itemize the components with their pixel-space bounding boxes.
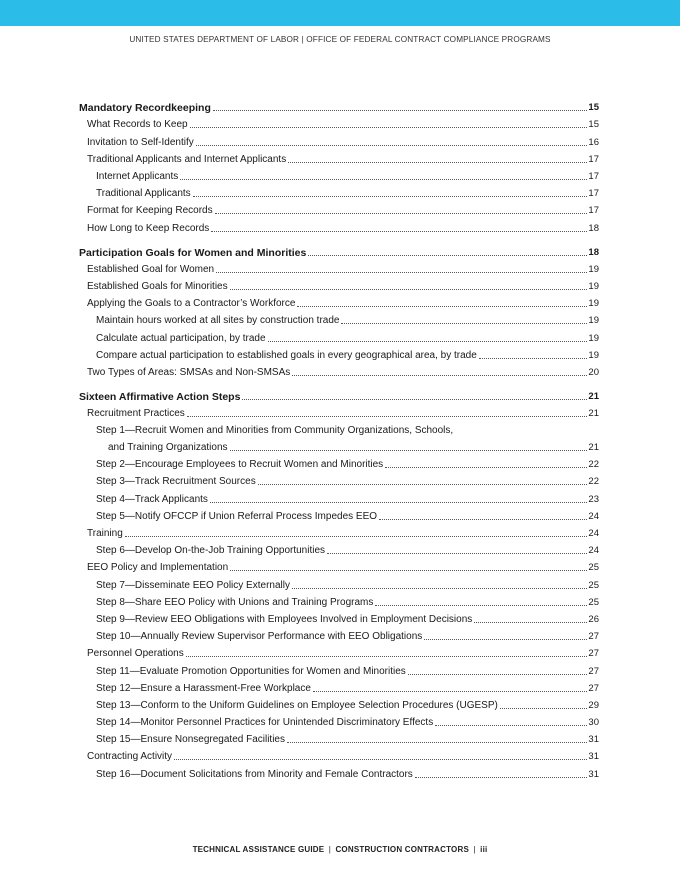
toc-entry[interactable] [79,420,599,437]
toc-entry[interactable] [79,183,599,200]
toc-entry[interactable] [79,643,599,660]
page-footer [0,845,680,854]
toc-page-number: 29 [588,699,599,711]
toc-entry[interactable] [79,454,599,471]
toc-entry-title: Two Types of Areas: SMSAs and Non-SMSAs [87,367,291,378]
toc-entry-title: Compare actual participation to established goals in every geographical area, by trade [96,349,477,361]
toc-entry[interactable] [79,471,599,488]
toc-entry[interactable] [79,166,599,183]
toc-page-number: 30 [588,717,599,729]
toc-dot-leader [313,691,588,692]
toc-entry-title: Internet Applicants [96,170,179,182]
toc-entry-title: and Training Organizations [108,442,228,454]
toc-entry[interactable] [79,763,599,780]
toc-page-number: 17 [588,188,599,200]
toc-page-number: 31 [588,734,599,746]
toc-entry[interactable] [79,276,599,293]
toc-entry[interactable] [79,678,599,695]
toc-page-number: 19 [588,315,599,327]
toc-entry-title: Step 2—Encourage Employees to Recruit Women and Minorities [96,459,384,471]
toc-entry-title: Step 11—Evaluate Promotion Opportunities for Women and Minorities [96,665,406,677]
toc-page-number: 17 [588,153,599,165]
toc-page-number: 25 [588,596,599,608]
toc-entry-title: Step 5—Notify OFCCP if Union Referral Process Impedes EEO [96,510,378,522]
toc-entry[interactable] [79,506,599,523]
footer-page-number: iii [480,845,488,854]
toc-entry-title: Traditional Applicants and Internet Applicants [87,153,287,165]
page-header [0,35,680,44]
toc-entry-title: Step 16—Document Solicitations from Minority and Female Contractors [96,768,413,780]
toc-entry-title: Step 3—Track Recruitment Sources [96,476,256,488]
toc-entry[interactable] [79,310,599,327]
toc-entry-title: Training [87,528,123,539]
toc-section-entry[interactable] [79,386,599,403]
toc-page-number: 31 [588,751,599,763]
header-separator: | [301,35,304,44]
toc-entry-title: Invitation to Self-Identify [87,136,194,148]
toc-entry-title: Step 7—Disseminate EEO Policy Externally [96,579,290,591]
toc-entry-title: Step 6—Develop On-the-Job Training Opportunities [96,545,326,557]
toc-dot-leader [193,196,588,197]
toc-dot-leader [424,639,587,640]
toc-dot-leader [474,622,587,623]
toc-dot-leader [186,656,588,657]
toc-dot-leader [190,127,588,128]
toc-page-number: 19 [588,332,599,344]
toc-entry-title: Mandatory Recordkeeping [79,102,211,115]
toc-entry-title: Step 9—Review EEO Obligations with Employees Involved in Employment Decisions [96,613,473,625]
toc-entry-title: Step 10—Annually Review Supervisor Performance with EEO Obligations [96,631,423,643]
toc-dot-leader [125,536,588,537]
toc-dot-leader [230,289,588,290]
toc-entry-title: Step 1—Recruit Women and Minorities from Community Organizations, Schools, [96,424,454,436]
header-office: OFFICE OF FEDERAL CONTRACT COMPLIANCE PROGRAMS [306,35,551,44]
toc-entry[interactable] [79,592,599,609]
toc-page-number: 22 [588,476,599,488]
toc-page-number: 19 [588,298,599,310]
toc-page-number: 31 [588,768,599,780]
toc-dot-leader [215,213,588,214]
toc-entry-title: Contracting Activity [87,751,173,763]
toc-entry[interactable] [79,200,599,217]
toc-entry[interactable] [79,437,599,454]
toc-dot-leader [213,110,588,111]
toc-page-number: 25 [588,562,599,574]
footer-separator-1: | [328,845,332,854]
toc-entry-title: Step 8—Share EEO Policy with Unions and Training Programs [96,596,374,608]
toc-dot-leader [210,502,588,503]
toc-section-entry[interactable] [79,97,599,114]
toc-entry-title: Traditional Applicants [96,188,191,200]
toc-page-number: 24 [588,528,599,539]
toc-entry[interactable] [79,712,599,729]
toc-entry-title: Step 13—Conform to the Uniform Guidelines on Employee Selection Procedures (UGESP) [96,699,498,711]
toc-dot-leader [287,742,587,743]
toc-entry-title: Personnel Operations [87,648,184,660]
toc-page-number: 21 [588,408,599,420]
toc-entry-title: How Long to Keep Records [87,222,210,234]
toc-entry[interactable] [79,523,599,540]
toc-entry[interactable] [79,327,599,344]
table-of-contents [79,97,599,781]
top-color-bar [0,0,680,26]
toc-page-number: 22 [588,459,599,471]
toc-entry[interactable] [79,362,599,379]
toc-page-number: 23 [588,493,599,505]
toc-page-number: 20 [588,367,599,378]
toc-entry[interactable] [79,540,599,557]
toc-entry-title: Step 15—Ensure Nonsegregated Facilities [96,734,285,746]
toc-dot-leader [479,358,588,359]
toc-page-number: 25 [588,579,599,591]
toc-entry[interactable] [79,660,599,677]
toc-entry-title: Participation Goals for Women and Minorities [79,246,307,259]
toc-page-number: 21 [588,391,599,403]
toc-page-number: 24 [588,545,599,557]
toc-entry[interactable] [79,746,599,763]
toc-dot-leader [375,605,587,606]
toc-entry-title: Established Goals for Minorities [87,281,228,293]
toc-entry-title: Maintain hours worked at all sites by construction trade [96,315,340,327]
toc-dot-leader [341,323,587,324]
footer-guide: TECHNICAL ASSISTANCE GUIDE [192,845,325,854]
footer-separator-2: | [473,845,476,854]
toc-dot-leader [297,306,587,307]
toc-entry[interactable] [79,403,599,420]
toc-entry[interactable] [79,695,599,712]
toc-dot-leader [292,375,587,376]
toc-page-number: 21 [588,442,599,454]
toc-entry[interactable] [79,149,599,166]
toc-dot-leader [379,519,587,520]
toc-entry-title: Established Goal for Women [87,263,215,275]
toc-dot-leader [187,416,588,417]
toc-entry[interactable] [79,557,599,574]
toc-entry-title: Step 4—Track Applicants [96,493,208,505]
footer-subject: CONSTRUCTION CONTRACTORS [335,845,469,854]
toc-entry[interactable] [79,574,599,591]
toc-dot-leader [230,450,588,451]
toc-entry-title: EEO Policy and Implementation [87,562,229,574]
toc-page-number: 27 [588,682,599,694]
toc-dot-leader [408,674,588,675]
toc-dot-leader [268,341,588,342]
toc-dot-leader [180,179,587,180]
toc-entry-title: Format for Keeping Records [87,205,213,217]
toc-dot-leader [196,145,588,146]
toc-dot-leader [174,759,587,760]
toc-entry[interactable] [79,293,599,310]
toc-entry-title: What Records to Keep [87,119,188,131]
toc-entry[interactable] [79,626,599,643]
header-agency: UNITED STATES DEPARTMENT OF LABOR [129,35,300,44]
toc-page-number: 24 [588,510,599,522]
toc-dot-leader [288,162,587,163]
toc-entry-title: Calculate actual participation, by trade [96,332,266,344]
toc-page-number: 17 [588,205,599,217]
toc-entry[interactable] [79,609,599,626]
toc-page-number: 15 [588,119,599,131]
toc-entry[interactable] [79,259,599,276]
toc-dot-leader [230,570,587,571]
toc-entry[interactable] [79,131,599,148]
toc-dot-leader [327,553,587,554]
toc-entry-title: Recruitment Practices [87,408,185,420]
toc-page-number: 19 [588,263,599,275]
toc-entry-title: Step 14—Monitor Personnel Practices for Unintended Discriminatory Effects [96,717,434,729]
toc-page-number: 18 [588,222,599,234]
toc-page-number: 19 [588,349,599,361]
toc-page-number: 27 [588,665,599,677]
toc-page-number: 27 [588,631,599,643]
toc-entry[interactable] [79,488,599,505]
toc-page-number: 26 [588,613,599,625]
toc-page-number: 18 [588,246,599,258]
toc-page-number: 19 [588,281,599,293]
toc-entry[interactable] [79,114,599,131]
toc-dot-leader [292,588,587,589]
toc-page-number: 17 [588,170,599,182]
toc-page-number: 16 [588,136,599,148]
toc-section-entry[interactable] [79,242,599,259]
toc-entry[interactable] [79,345,599,362]
toc-dot-leader [500,708,588,709]
toc-entry[interactable] [79,729,599,746]
toc-dot-leader [385,467,587,468]
toc-dot-leader [308,255,587,256]
toc-entry-title: Applying the Goals to a Contractor’s Workforce [87,298,296,310]
toc-entry-title: Step 12—Ensure a Harassment-Free Workplace [96,682,311,694]
toc-dot-leader [216,272,587,273]
toc-entry[interactable] [79,217,599,234]
toc-dot-leader [211,231,587,232]
toc-dot-leader [242,399,587,400]
toc-entry-title: Sixteen Affirmative Action Steps [79,391,241,404]
toc-page-number: 15 [588,102,599,114]
toc-page-number: 27 [588,648,599,660]
toc-dot-leader [435,725,587,726]
toc-dot-leader [415,777,588,778]
toc-dot-leader [258,484,588,485]
